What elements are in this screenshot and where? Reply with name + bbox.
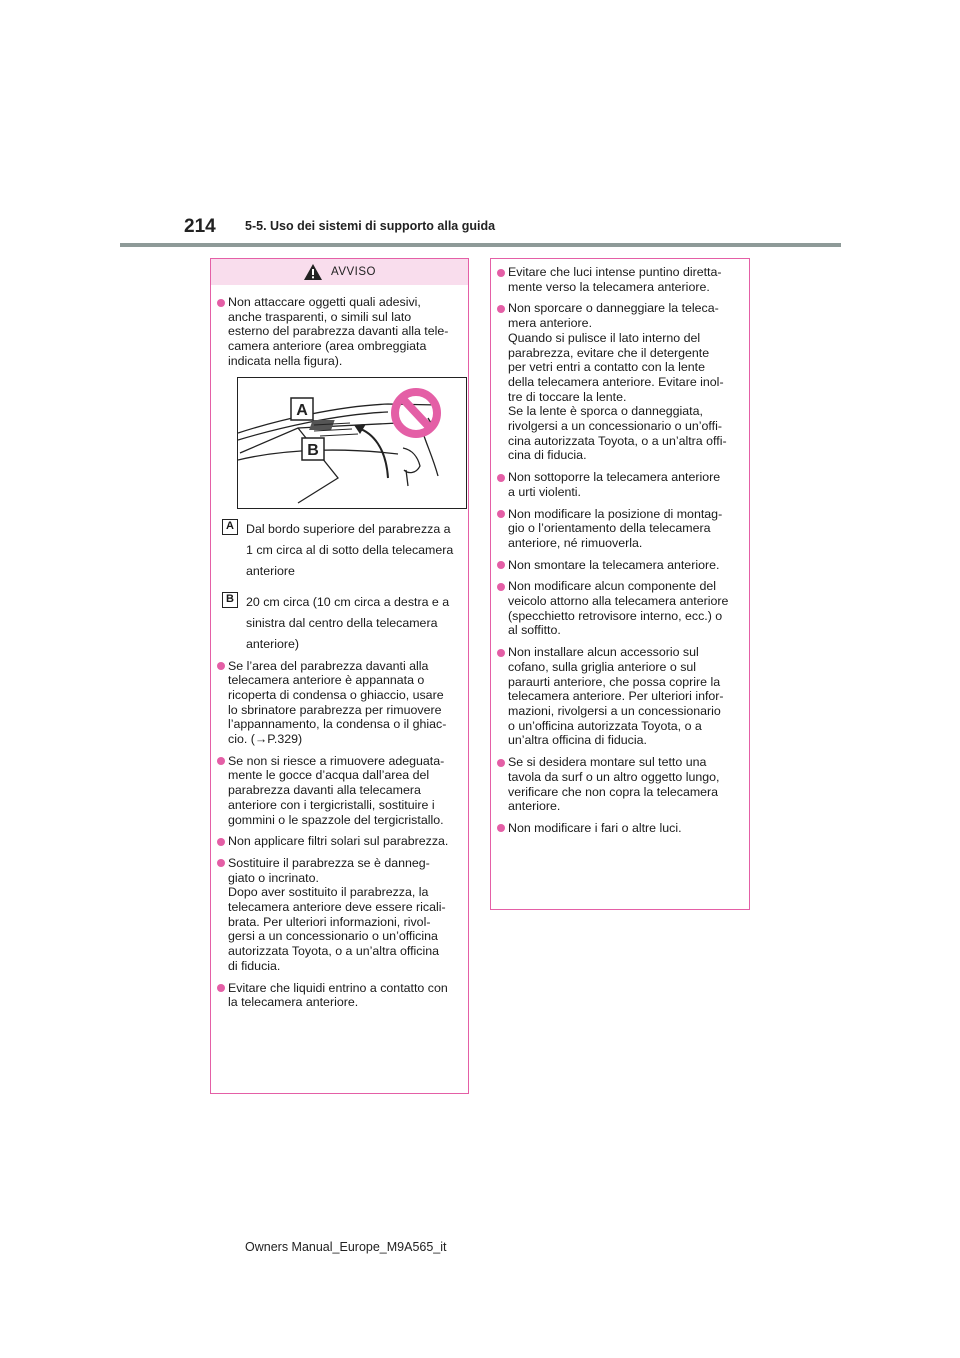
- warning-bullet: Non attaccare oggetti quali adesivi, anche trasparenti, o simili sul lato esterno del parabrezza davanti alla tele- camera anteriore (area ombreggiata indicata nella figura).: [217, 295, 462, 369]
- legend-item-b: [222, 592, 462, 655]
- warning-bullet: Non modificare i fari o altre luci.: [497, 821, 743, 836]
- windshield-illustration: [238, 378, 466, 508]
- warning-bullet: Se non si riesce a rimuovere adeguata- mente le gocce d’acqua dall’area del parabrezza davanti alla telecamera anteriore con i tergicristalli, sostituire i gommini o le spazzole del tergicristallo.: [217, 754, 462, 828]
- warning-bullet: Se l’area del parabrezza davanti alla telecamera anteriore è appannata o ricoperta di condensa o ghiaccio, usare lo sbrinatore parabrezza per rimuovere l’appannamento, la condensa o il ghiac- cio. (→P.329): [217, 659, 462, 747]
- legend-text: Dal bordo superiore del parabrezza a 1 cm circa al di sotto della telecamera anteriore: [246, 521, 454, 578]
- legend-text: 20 cm circa (10 cm circa a destra e a sinistra dal centro della telecamera anteriore): [246, 594, 450, 651]
- page-number: 214: [184, 216, 216, 237]
- warning-bullet: Non sporcare o danneggiare la teleca- mera anteriore. Quando si pulisce il lato interno del parabrezza, evitare che il detergente per vetri entri a contatto con la lente della telecamera anteriore. Evitare inol- tre di toccare la lente. Se la lente è sporca o danneggiata, rivolgersi a un concessionario o un’offi- cina autorizzata Toyota, o a un’altra offi- cina di fiducia.: [497, 301, 743, 463]
- footer-manual-id: Owners Manual_Europe_M9A565_it: [245, 1240, 447, 1254]
- warning-box-right: [490, 258, 750, 910]
- warning-bullet: Non modificare alcun componente del veicolo attorno alla telecamera anteriore (specchietto retrovisore interno, ecc.) o al soffitto.: [497, 579, 743, 638]
- warning-header: [211, 259, 468, 285]
- warning-bullet: Evitare che liquidi entrino a contatto con la telecamera anteriore.: [217, 981, 462, 1010]
- figure-label-a: A: [296, 401, 308, 419]
- warning-bullet: Non installare alcun accessorio sul cofano, sulla griglia anteriore o sul paraurti anteriore, che possa coprire la telecamera anteriore. Per ulteriori infor- mazioni, rivolgersi a un concessionario o un’officina autorizzata Toyota, o a un’altra officina di fiducia.: [497, 645, 743, 748]
- warning-bullet: Non sottoporre la telecamera anteriore a urti violenti.: [497, 470, 743, 499]
- warning-bullet: Sostituire il parabrezza se è danneg- giato o incrinato. Dopo aver sostituito il parabrezza, la telecamera anteriore deve essere ricali- brata. Per ulteriori informazioni, rivol- gersi a un concessionario o un’officina autorizzata Toyota, o a un’altra officina di fiducia.: [217, 856, 462, 974]
- warning-bullet: Non smontare la telecamera anteriore.: [497, 558, 743, 573]
- warning-bullet: Evitare che luci intense puntino diretta- mente verso la telecamera anteriore.: [497, 265, 743, 294]
- header-rule: [120, 243, 841, 247]
- warning-triangle-icon: [303, 263, 323, 281]
- section-title: 5-5. Uso dei sistemi di supporto alla guida: [245, 219, 496, 233]
- warning-bullet: Non applicare filtri solari sul parabrezza.: [217, 834, 462, 849]
- warning-box-left: [210, 258, 469, 1094]
- warning-bullet: Non modificare la posizione di montag- gio o l’orientamento della telecamera anteriore, né rimuoverla.: [497, 507, 743, 551]
- legend-badge: B: [222, 592, 238, 608]
- warning-bullet: Se si desidera montare sul tetto una tavola da surf o un altro oggetto lungo, verificare che non copra la telecamera anteriore.: [497, 755, 743, 814]
- windshield-camera-figure: [237, 377, 467, 509]
- figure-label-b: B: [307, 441, 319, 459]
- warning-title: AVVISO: [331, 266, 376, 278]
- legend-badge: A: [222, 519, 238, 535]
- legend-item-a: [222, 519, 462, 582]
